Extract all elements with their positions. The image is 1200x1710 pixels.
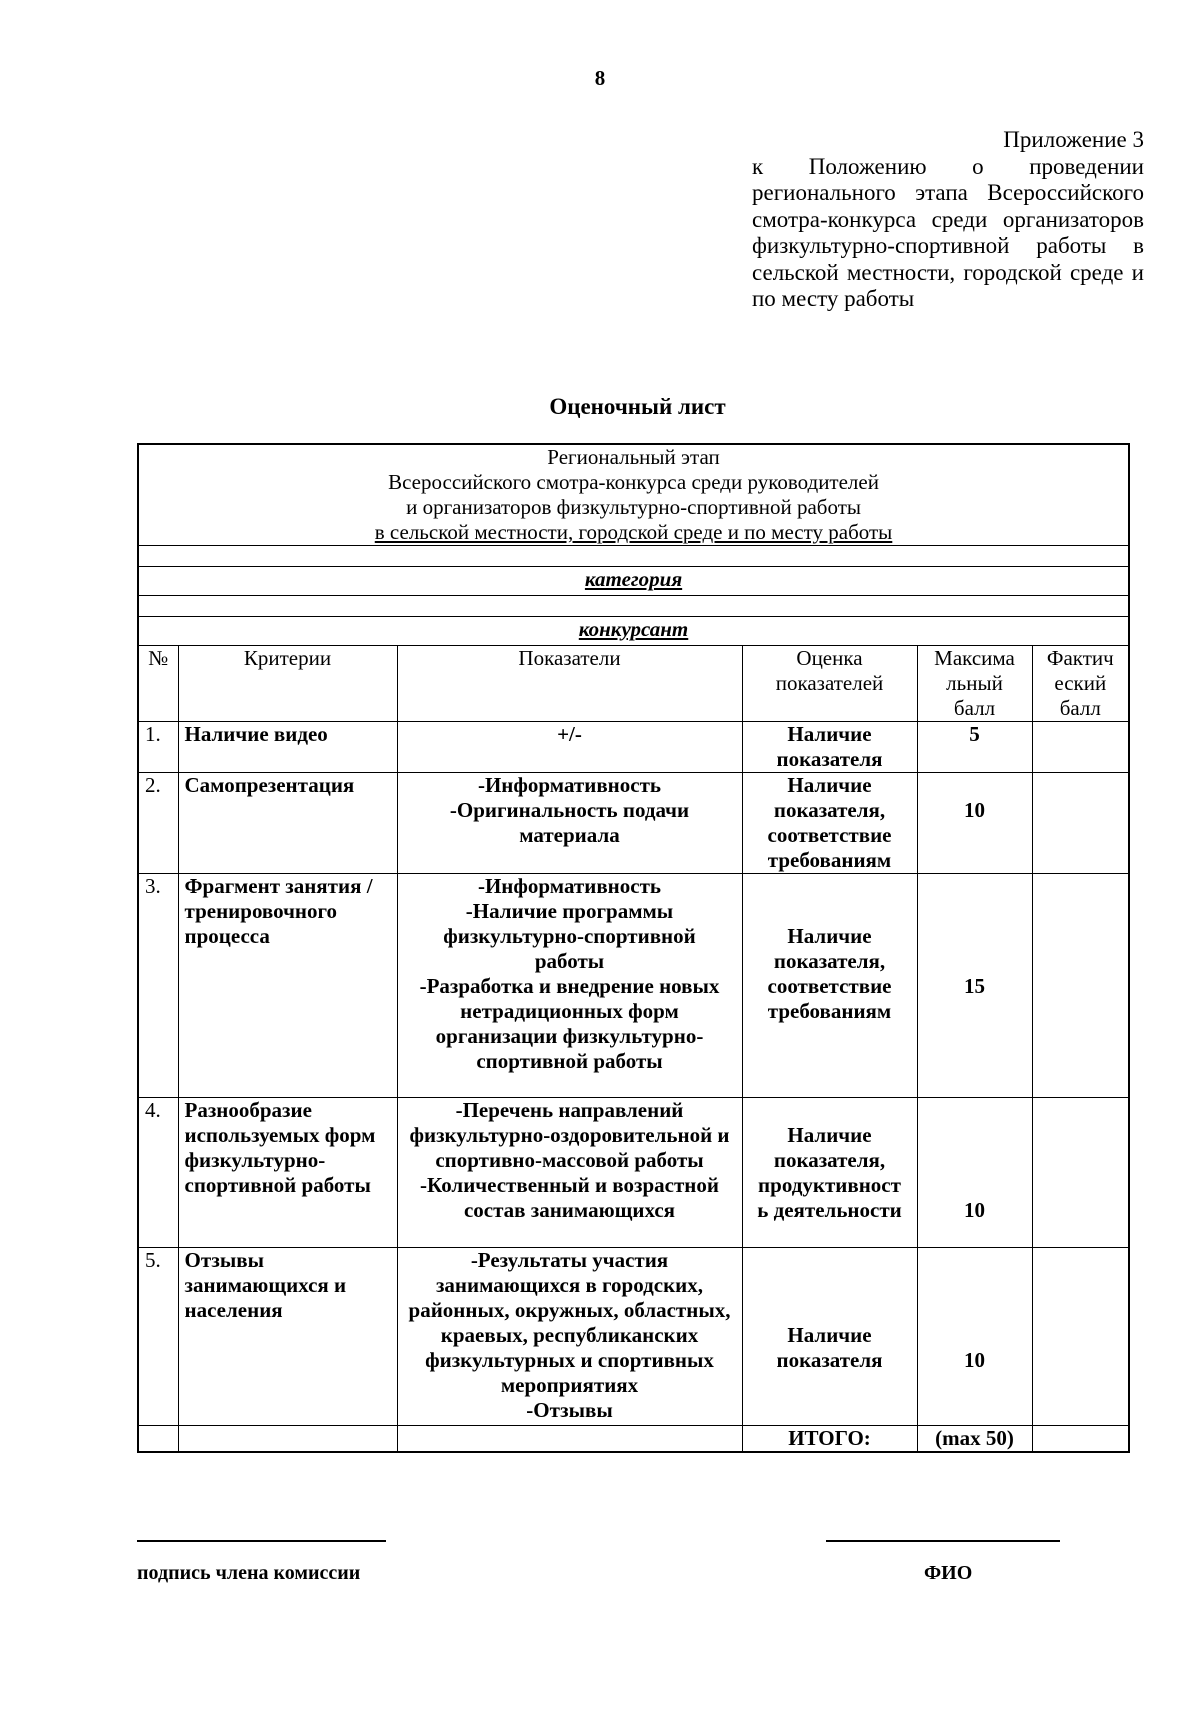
member-signature-line[interactable] bbox=[137, 1540, 386, 1542]
row-actual-score[interactable] bbox=[1032, 773, 1129, 874]
blank-row bbox=[138, 546, 1129, 567]
category-row bbox=[138, 567, 1129, 596]
row-actual-score[interactable] bbox=[1032, 722, 1129, 773]
total-empty-cell bbox=[178, 1426, 397, 1453]
indicator-line: +/- bbox=[557, 722, 582, 746]
appendix-line: регионального этапа Всероссийского bbox=[752, 180, 1144, 205]
indicator-line: районных, окружных, областных, bbox=[408, 1298, 731, 1322]
indicator-line: -Информативность bbox=[477, 874, 662, 898]
table-row bbox=[138, 1248, 1129, 1426]
appendix-line: смотра-конкурса среди организаторов bbox=[752, 206, 1144, 232]
stage-line: Всероссийского смотра-конкурса среди руководителей bbox=[388, 470, 879, 494]
name-label: ФИО bbox=[924, 1562, 973, 1584]
row-num: 4. bbox=[138, 1098, 178, 1248]
assessment-line: продуктивност bbox=[758, 1173, 901, 1197]
table-row bbox=[138, 874, 1129, 1098]
indicator-line: -Информативность bbox=[477, 773, 662, 797]
appendix-header bbox=[752, 127, 1144, 313]
indicator-line: занимающихся в городских, bbox=[435, 1273, 704, 1297]
row-num: 1. bbox=[138, 722, 178, 773]
header-max-score: Максима льный балл bbox=[917, 646, 1032, 722]
stage-line: Региональный этап bbox=[547, 445, 720, 469]
indicator-line: -Наличие программы bbox=[465, 899, 674, 923]
member-signature-label: подпись члена комиссии bbox=[137, 1562, 361, 1584]
page-number: 8 bbox=[594, 66, 606, 90]
stage-line: и организаторов физкультурно-спортивной работы bbox=[406, 495, 861, 519]
category-cell bbox=[138, 567, 1129, 596]
document-title: Оценочный лист bbox=[549, 394, 726, 419]
row-assessment bbox=[742, 1248, 917, 1426]
appendix-line: по месту работы bbox=[752, 286, 915, 311]
row-criterion: Разнообразие используемых форм физкультурно-спортивной работы bbox=[178, 1098, 397, 1248]
row-max-score: 5 bbox=[917, 722, 1032, 773]
row-criterion: Отзывы занимающихся и населения bbox=[178, 1248, 397, 1426]
row-indicators bbox=[397, 1098, 742, 1248]
row-criterion: Самопрезентация bbox=[178, 773, 397, 874]
blank-cell bbox=[138, 596, 1129, 617]
indicator-line: -Разработка и внедрение новых bbox=[419, 974, 720, 998]
table-row bbox=[138, 773, 1129, 874]
row-max-score bbox=[917, 1098, 1032, 1248]
row-max-score bbox=[917, 1248, 1032, 1426]
max-score-value: 10 bbox=[964, 798, 985, 822]
header-criteria: Критерии bbox=[178, 646, 397, 722]
indicator-line: состав занимающихся bbox=[463, 1198, 676, 1222]
row-max-score bbox=[917, 773, 1032, 874]
indicator-line: -Оригинальность подачи bbox=[449, 798, 690, 822]
max-score-value: 15 bbox=[964, 974, 985, 998]
row-assessment bbox=[742, 722, 917, 773]
max-score-value: 10 bbox=[964, 1348, 985, 1372]
indicator-line: нетрадиционных форм bbox=[460, 999, 679, 1023]
total-empty-cell bbox=[397, 1426, 742, 1453]
row-max-score bbox=[917, 874, 1032, 1098]
contestant-label: конкурсант bbox=[578, 617, 689, 641]
column-header-row bbox=[138, 646, 1129, 722]
assessment-line: Наличие bbox=[787, 924, 872, 948]
total-row bbox=[138, 1426, 1129, 1453]
assessment-line: показателя, bbox=[773, 949, 886, 973]
header-actual-score: Фактич еский балл bbox=[1032, 646, 1129, 722]
row-actual-score[interactable] bbox=[1032, 1248, 1129, 1426]
assessment-line: требованиям bbox=[767, 999, 892, 1023]
row-num: 3. bbox=[138, 874, 178, 1098]
row-criterion: Наличие видео bbox=[178, 722, 397, 773]
total-actual-score[interactable] bbox=[1032, 1426, 1129, 1453]
assessment-line: показателя, bbox=[773, 798, 886, 822]
appendix-line: Приложение 3 bbox=[1003, 127, 1144, 152]
indicator-line: краевых, республиканских bbox=[440, 1323, 699, 1347]
assessment-line: показателя bbox=[776, 1348, 883, 1372]
contestant-cell bbox=[138, 617, 1129, 646]
row-assessment bbox=[742, 773, 917, 874]
total-max: (max 50) bbox=[917, 1426, 1032, 1453]
table-row bbox=[138, 722, 1129, 773]
row-criterion: Фрагмент занятия / тренировочного процесса bbox=[178, 874, 397, 1098]
indicator-line: -Количественный и возрастной bbox=[420, 1173, 719, 1197]
row-indicators bbox=[397, 773, 742, 874]
assessment-line: Наличие bbox=[787, 1323, 872, 1347]
assessment-line: соответствие bbox=[767, 974, 892, 998]
row-actual-score[interactable] bbox=[1032, 1098, 1129, 1248]
assessment-line: Наличие bbox=[787, 722, 872, 746]
stage-header-row bbox=[138, 444, 1129, 546]
category-label: категория bbox=[584, 567, 683, 591]
appendix-line: физкультурно-спортивной работы в bbox=[752, 233, 1144, 258]
stage-header bbox=[138, 444, 1129, 546]
row-indicators bbox=[397, 1248, 742, 1426]
header-num: № bbox=[138, 646, 178, 722]
header-indicators: Показатели bbox=[397, 646, 742, 722]
indicator-line: -Перечень направлений bbox=[455, 1098, 684, 1122]
indicator-line: физкультурных и спортивных bbox=[425, 1348, 714, 1372]
name-signature-line[interactable] bbox=[826, 1540, 1060, 1542]
assessment-line: требованиям bbox=[767, 848, 892, 872]
indicator-line: работы bbox=[534, 949, 605, 973]
assessment-line: Наличие bbox=[787, 773, 872, 797]
assessment-line: соответствие bbox=[767, 823, 892, 847]
appendix-line: сельской местности, городской среде и bbox=[752, 259, 1144, 285]
blank-row bbox=[138, 596, 1129, 617]
assessment-line: показателя bbox=[776, 747, 883, 771]
indicator-line: физкультурно-спортивной bbox=[443, 924, 696, 948]
row-num: 5. bbox=[138, 1248, 178, 1426]
indicator-line: -Результаты участия bbox=[470, 1248, 669, 1272]
indicator-line: физкультурно-оздоровительной и bbox=[409, 1123, 730, 1147]
indicator-line: спортивной работы bbox=[476, 1049, 663, 1073]
row-assessment bbox=[742, 1098, 917, 1248]
row-actual-score[interactable] bbox=[1032, 874, 1129, 1098]
row-num: 2. bbox=[138, 773, 178, 874]
indicator-line: материала bbox=[519, 823, 620, 847]
indicator-line: организации физкультурно- bbox=[435, 1024, 704, 1048]
assessment-line: показателя, bbox=[773, 1148, 886, 1172]
contestant-row bbox=[138, 617, 1129, 646]
stage-line: в сельской местности, городской среде и по месту работы bbox=[374, 520, 893, 544]
total-empty-cell bbox=[138, 1426, 178, 1453]
evaluation-table bbox=[137, 443, 1130, 1453]
row-indicators bbox=[397, 874, 742, 1098]
blank-cell bbox=[138, 546, 1129, 567]
indicator-line: спортивно-массовой работы bbox=[435, 1148, 704, 1172]
table-row bbox=[138, 1098, 1129, 1248]
header-assessment: Оценка показателей bbox=[742, 646, 917, 722]
assessment-line: ь деятельности bbox=[757, 1198, 902, 1222]
row-assessment bbox=[742, 874, 917, 1098]
assessment-line: Наличие bbox=[787, 1123, 872, 1147]
appendix-line: к Положению о проведении bbox=[752, 153, 1144, 179]
max-score-value: 10 bbox=[964, 1198, 985, 1222]
row-indicators bbox=[397, 722, 742, 773]
indicator-line: мероприятиях bbox=[500, 1373, 639, 1397]
indicator-line: -Отзывы bbox=[526, 1398, 613, 1422]
total-label: ИТОГО: bbox=[742, 1426, 917, 1453]
